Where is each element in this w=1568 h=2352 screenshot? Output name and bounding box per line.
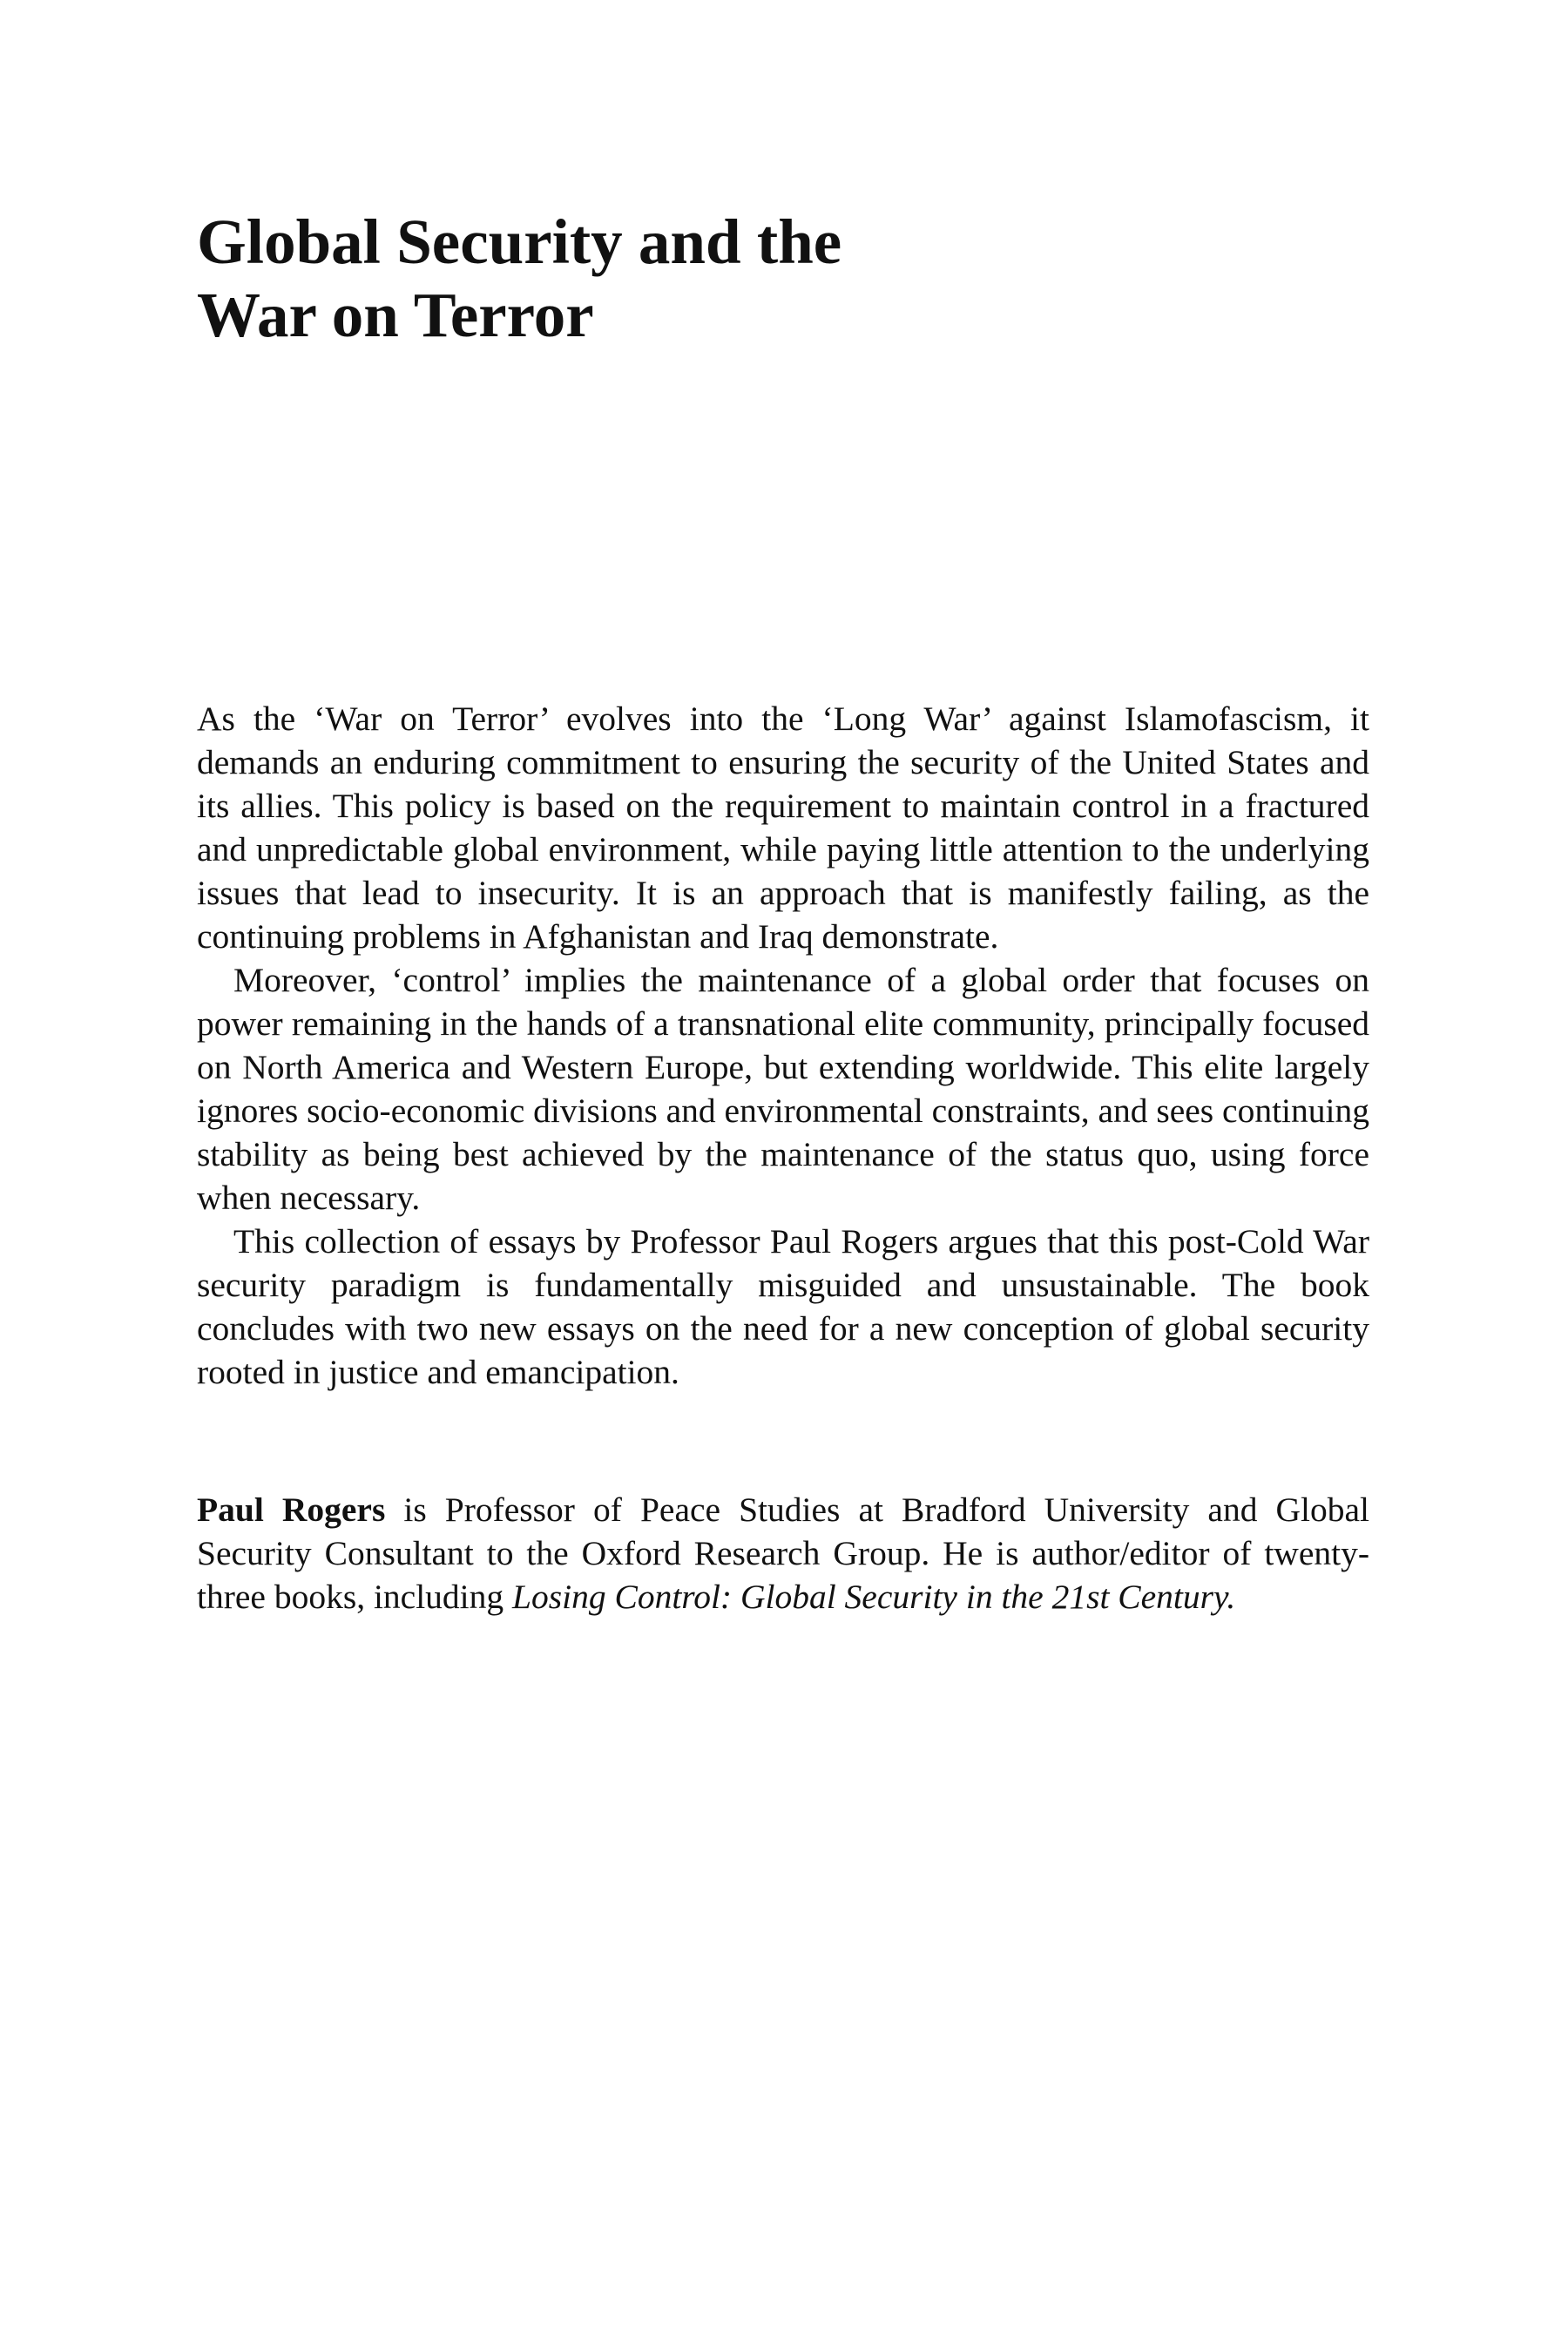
- author-bio: [197, 1488, 1369, 1619]
- description-paragraph-1: As the ‘War on Terror’ evolves into the ‘Long War’ against Islamofascism, it demands an enduring commitment to ensuring the security of the United States and its allies. This policy is based on the requirement to maintain control in a fractured and unpredictable global environment, while paying little attention to the underlying issues that lead to insecurity. It is an approach that is manifestly failing, as the continuing problems in Afghanistan and Iraq demonstrate.: [197, 700, 1369, 956]
- book-title: [197, 206, 1364, 352]
- author-book-title: Losing Control: Global Security in the 21st Century.: [512, 1578, 1236, 1616]
- description-paragraph-2: Moreover, ‘control’ implies the maintenance of a global order that focuses on power remaining in the hands of a transnational elite community, principally focused on North America and Western Europe, but extending worldwide. This elite largely ignores socio-economic divisions and environmental constraints, and sees continuing stability as being best achieved by the maintenance of the status quo, using force when necessary.: [197, 961, 1370, 1217]
- book-title-line-1: Global Security and the: [197, 206, 842, 277]
- book-description: [197, 697, 1369, 1394]
- description-paragraph-3: This collection of essays by Professor Paul Rogers argues that this post-Cold War security paradigm is fundamentally misguided and unsustainable. The book concludes with two new essays on the need for a new conception of global security rooted in justice and emancipation.: [197, 1222, 1369, 1391]
- author-name: Paul Rogers: [197, 1490, 386, 1529]
- author-bio-text: is Professor of Peace Studies at Bradford University and Global Security Consultant to the Oxford Research Group. He is author/editor of twenty-three books, including: [197, 1490, 1369, 1616]
- book-title-line-2: War on Terror: [197, 280, 594, 350]
